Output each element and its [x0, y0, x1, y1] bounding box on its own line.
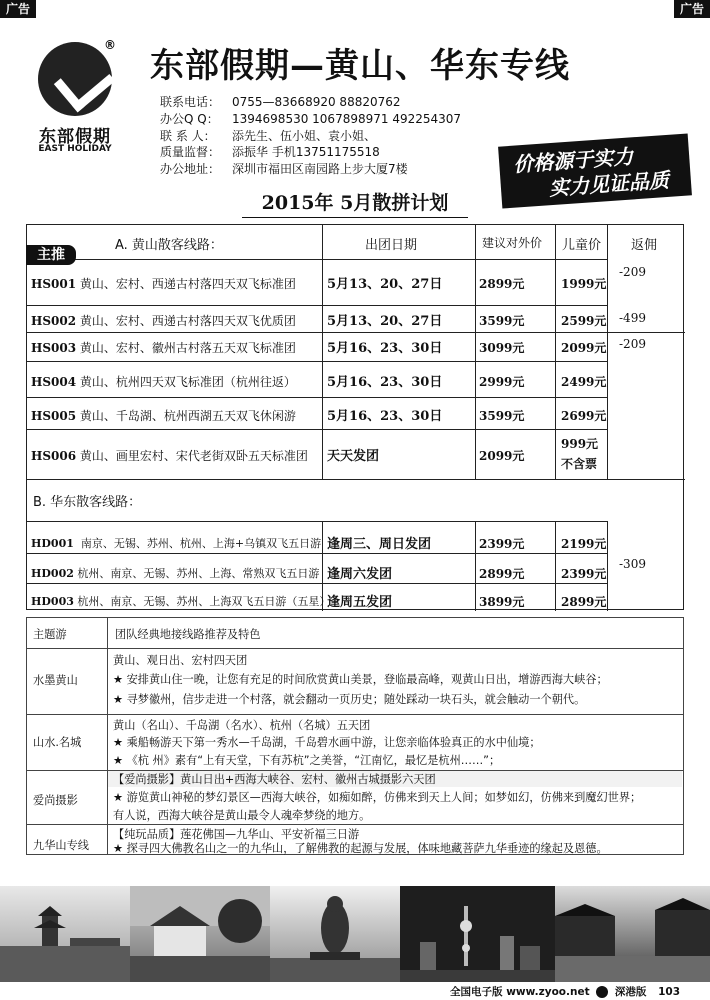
photo-watertown: [555, 886, 710, 982]
ad-label-left: 广告: [0, 0, 36, 18]
page-footer: [450, 984, 680, 999]
logo-mark: [38, 42, 112, 116]
rebate-value: -209: [619, 337, 646, 351]
check-icon: [54, 53, 115, 113]
ad-label-right: 广告: [674, 0, 710, 18]
themes-header-left: 主题游: [33, 628, 67, 641]
page-number: 103: [658, 986, 680, 998]
footer-edition: 深港版: [614, 986, 647, 998]
page-title: 东部假期—黄山、华东专线: [150, 46, 570, 86]
featured-badge: 主推: [26, 245, 76, 265]
company-logo: [30, 38, 120, 158]
col-rebate-header: 返佣: [631, 238, 658, 253]
logo-text-cn: 东部假期: [39, 127, 111, 147]
plan-title: 2015年 5月散拼计划: [0, 188, 710, 218]
photo-skyline: [400, 886, 555, 982]
themes-header-right: 团队经典地接线路推荐及特色: [115, 628, 261, 641]
contact-info: [160, 94, 461, 178]
photo-village: [130, 886, 270, 982]
registered-mark: ®: [104, 38, 116, 52]
section-b-title: B. 华东散客线路：: [33, 495, 142, 510]
photo-strip: [0, 886, 710, 982]
photo-buddha: [270, 886, 400, 982]
footer-logo-icon: [596, 986, 608, 998]
col-price-header: 建议对外价: [482, 236, 543, 250]
contact-address: 办公地址： 深圳市福田区南园路上步大厦7楼: [160, 162, 408, 177]
contact-person: 联 系 人： 添先生、伍小姐、袁小姐、: [160, 128, 377, 143]
photo-pagoda: [0, 886, 130, 982]
price-table: A. 黄山散客线路： 出团日期 建议对外价 儿童价 返佣 HS001 黄山、宏村、西递古村落四天双飞标准团 5月13、20、27日 2899元 1999元 HS002 黄山、宏村、西递古村落四天双飞优质团 5月13、20、27日 3599元 2599元 HS003 黄山、宏村、徽州古村落五天双飞标准团 5月16、23、30日 3099元 2099元 HS004 黄山、杭州四天双飞标准团（杭州往返） 5月16、23、30日 2999元 2499元 HS005 黄山、千岛湖、杭州西湖五天双飞休闲游 5月16、23、30日 3599元 2699元 HS006 黄山、画里宏村、宋代老街双卧五天标准团 天天发团 2099元 999元 不含票 B. 华东散客线路： HD001 南京、无锡、苏州、杭州、上海+乌镇双飞五日游 逢周三、周日发团 2399元 2199元 HD002 杭州、南京、无锡、苏州、上海、常熟双飞五日游 逢周六发团 2899元 2399元 HD003 杭州、南京、无锡、苏州、上海双飞五日游（五星） 逢周五发团 3899元 2899元 -209 -499 -209 -309: [26, 224, 684, 610]
section-a-title: A. 黄山散客线路：: [115, 238, 223, 253]
rebate-value: -209: [619, 265, 646, 279]
contact-qq: 办公Q Q： 1394698530 1067898971 492254307: [160, 111, 462, 126]
contact-supervisor: 质量监督： 添振华 手机13751175518: [160, 145, 380, 160]
themes-table: 主题游 团队经典地接线路推荐及特色 水墨黄山 黄山、观日出、宏村四天团 ★ 安排黄山住一晚，让您有充足的时间欣赏黄山美景，登临最高峰，观黄山日出，增游西海大峡谷； ★ 寻梦徽州，信步走进一个村落，就会翻动一页历史；随处踩动一块石头，就会触动一个朝代。 山水.名城 黄山（名山）、千岛湖（名水）、杭州（名城）五天团 ★ 乘船畅游天下第一秀水—千岛湖，千岛碧水画中游，让您亲临体验真正的水中仙境； ★ 《杭 州》素有“上有天堂，下有苏杭”之美誉，“江南忆，最忆是杭州……”； 爱尚摄影 【爱尚摄影】黄山日出+西海大峡谷、宏村、徽州古城摄影六天团 ★ 游览黄山神秘的梦幻景区—西海大峡谷，如痴如醉，仿佛来到天上人间；如梦如幻，仿佛来到魔幻世界； 有人说，西海大峡谷是黄山最令人魂牵梦绕的地方。 九华山专线 【纯玩品质】莲花佛国—九华山、平安祈福三日游 ★ 探寻四大佛教名山之一的九华山，了解佛教的起源与发展，体味地藏菩萨九华垂迹的缘起及恩德。: [26, 617, 684, 855]
col-child-header: 儿童价: [562, 238, 602, 253]
slogan-line-1: 价格源于实力: [512, 144, 634, 177]
logo-text-en: EAST HOLIDAY: [38, 144, 112, 154]
slogan-line-2: 实力见证品质: [548, 167, 670, 201]
footer-site: 全国电子版 www.zyoo.net: [450, 986, 590, 998]
rebate-value: -309: [619, 557, 646, 571]
contact-phone: 联系电话： 0755—83668920 88820762: [160, 95, 401, 109]
col-date-header: 出团日期: [365, 238, 418, 253]
rebate-value: -499: [619, 311, 646, 325]
